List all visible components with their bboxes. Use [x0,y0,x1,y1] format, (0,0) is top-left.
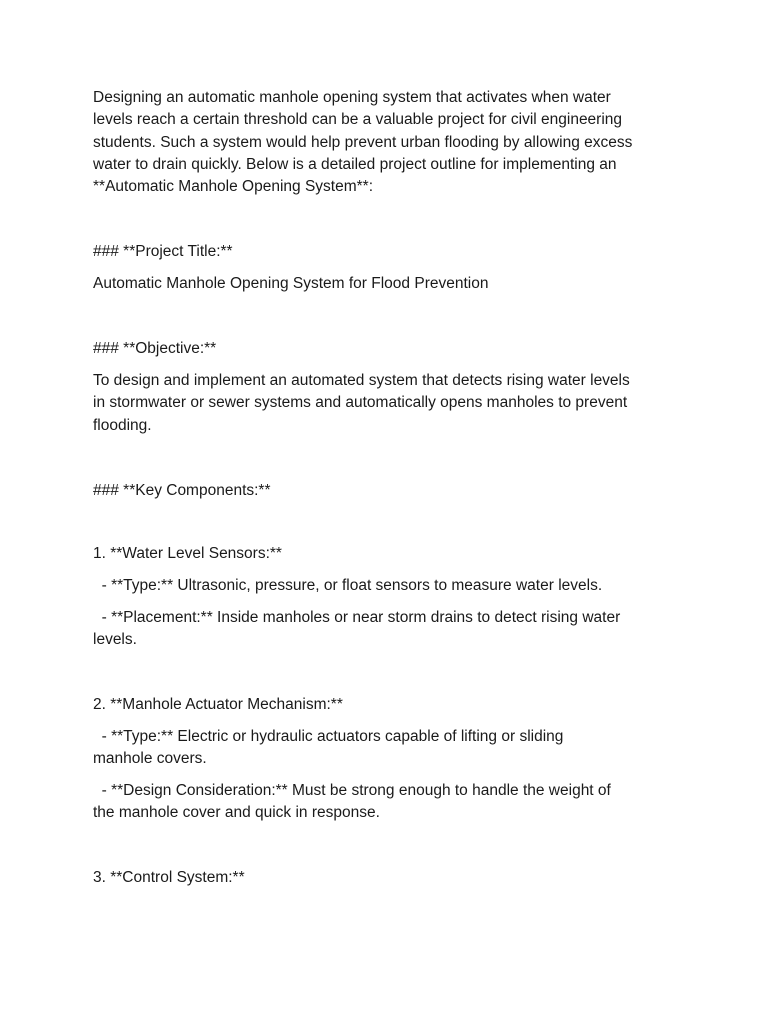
objective-line: flooding. [93,416,152,434]
component-sensor-placement [93,607,693,652]
objective-paragraph [93,370,693,437]
objective-line: To design and implement an automated system that detects rising water levels [93,372,630,389]
placement-line: levels. [93,631,137,649]
objective-heading: ### **Objective:** [93,340,217,357]
component-title-water-level-sensors: 1. **Water Level Sensors:** [93,545,282,562]
key-components-heading: ### **Key Components:** [93,482,271,499]
objective-line: in stormwater or sewer systems and automatically opens manholes to prevent [93,394,628,412]
intro-line: students. Such a system would help prevent urban flooding by allowing excess [93,133,633,151]
component-sensor-type: - **Type:** Ultrasonic, pressure, or float sensors to measure water levels. [93,577,603,594]
component-title-actuator: 2. **Manhole Actuator Mechanism:** [93,696,343,713]
intro-line: Designing an automatic manhole opening system that activates when water [93,89,611,106]
component-actuator-type [93,726,693,771]
placement-line: - **Placement:** Inside manholes or near storm drains to detect rising water [93,609,621,626]
component-title-control-system: 3. **Control System:** [93,869,245,886]
actuator-type-line: manhole covers. [93,750,207,768]
component-actuator-design [93,780,693,825]
actuator-type-line: - **Type:** Electric or hydraulic actuators capable of lifting or sliding [93,728,564,745]
actuator-design-line: the manhole cover and quick in response. [93,804,380,822]
intro-line: **Automatic Manhole Opening System**: [93,178,374,196]
actuator-design-line: - **Design Consideration:** Must be strong enough to handle the weight of [93,782,611,799]
intro-paragraph [93,87,693,198]
project-title-heading: ### **Project Title:** [93,243,233,260]
intro-line: water to drain quickly. Below is a detailed project outline for implementing an [93,155,617,173]
intro-line: levels reach a certain threshold can be a valuable project for civil engineering [93,111,623,129]
project-title-text: Automatic Manhole Opening System for Flood Prevention [93,275,489,292]
